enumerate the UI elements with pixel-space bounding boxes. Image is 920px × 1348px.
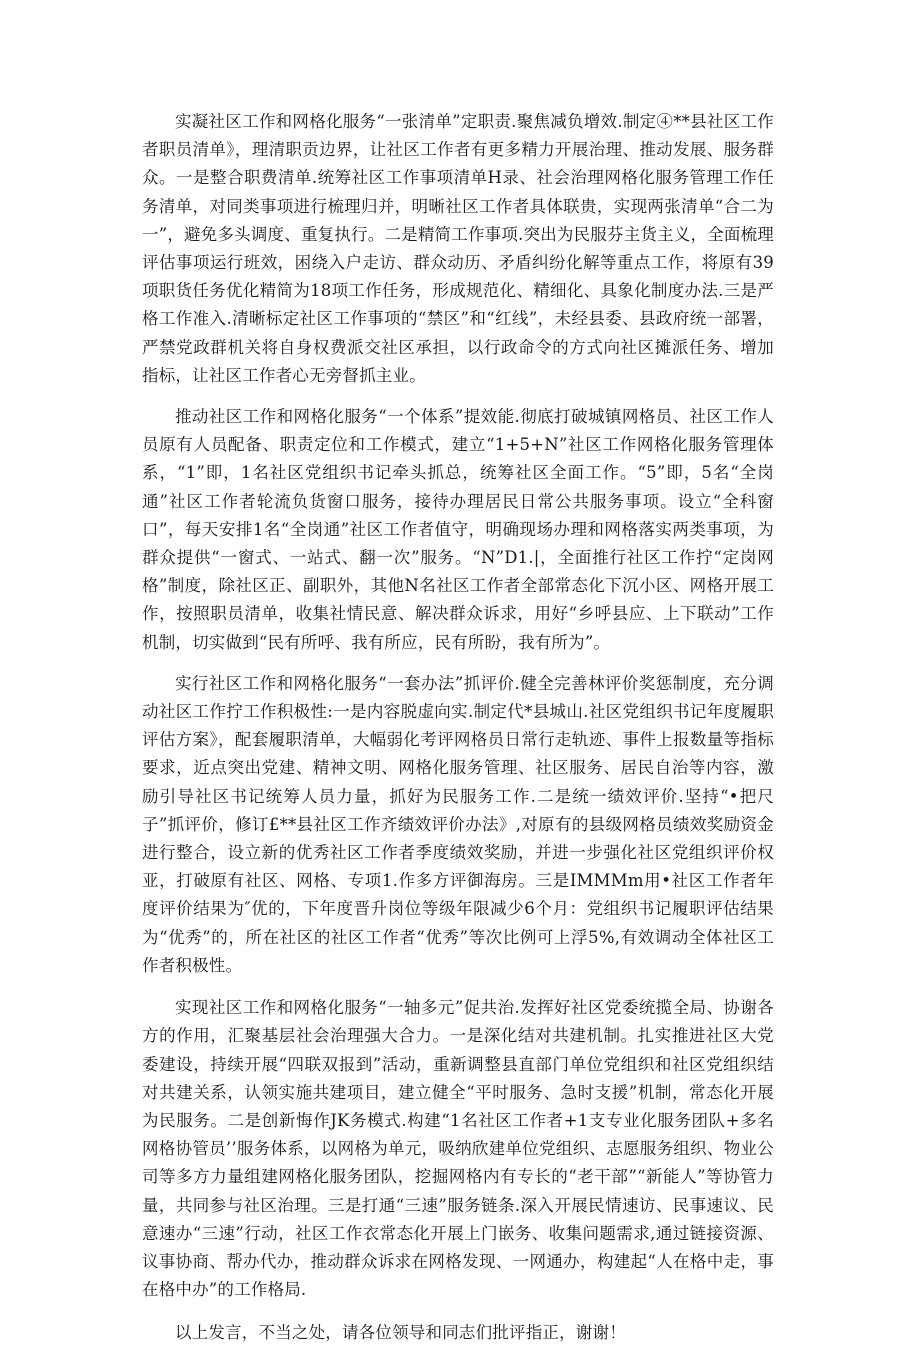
paragraph-checklist: 实凝社区工作和网格化服务“一张清单”定职责.聚焦减负增效.制定④**县社区工作者职员清单》，理清职贡边界，让社区工作者有更多精力开展治理、推动发展、服务群众。一是整合职费清单.统筹社区工作事项清单H录、社会治理网格化服务管理工作任务清单，对同类事项进行梳理归并，明晰社区工作者具体联贵，实现两张清单“合二为一”，避免多头调度、重复执行。二是精简工作事项.突出为民服芬主货主义，全面梳理评估事项运行班效，困绕入户走访、群众动历、矛盾纠纷化解等重点工作，将原有39项职货任务优化精简为18项工作任务，形成规范化、精细化、具象化制度办法.三是严格工作准入.清晰标定社区工作事项的“禁区”和“红线”，未经县委、县政府统一部署，严禁党政群机关将自身权费派交社区承担，以行政命令的方式向社区摊派任务、增加指标，让社区工作者心无旁督抓主业。 — [142, 112, 774, 385]
document-body — [142, 108, 774, 1348]
paragraph-evaluation: 实行社区工作和网格化服务“一套办法”抓评价.健全完善林评价奖惩制度，充分调动社区工作拧工作积极性:一是内容脱虚向实.制定代*县城山.社区党组织书记年度履职评估方案》，配套履职清单，大幅弱化考评网格员日常行走轨迹、事件上报数量等指标要求，近点突出党建、精神文明、网格化服务管理、社区服务、居民自治等内容，激励引导社区书记统筹人员力量，抓好为民服务工作.二是统一绩效评价.坚持“•把尺子”抓评价，修订£**县社区工作齐绩效评价办法》,对原有的县级网格员绩效奖励资金进行整合，设立新的优秀社区工作者季度绩效奖励，并进一步强化社区党组织评价权亚，打破原有社区、网格、专项1.作多方评御海房。三是IMMMm用•社区工作者年度评价结果为″优的，下年度晋升岗位等级年限减少6个月：党组织书记履职评估结果为“优秀”的，所在社区的社区工作者“优秀”等次比例可上浮5%,有效调动全体社区工作者积极性。 — [142, 673, 774, 975]
paragraph-closing: 以上发言，不当之处，请各位领导和同志们批评指正，谢谢！ — [175, 1323, 626, 1343]
paragraph-co-governance: 实现社区工作和网格化服务“一轴多元”促共治.发挥好社区党委统揽全局、协谢各方的作用，汇聚基层社会治理强大合力。一是深化结对共建机制。扎实推进社区大党委建设，持续开展“四联双报到”活动，重新调整县直部门单位党组织和社区党组织结对共建关系，认领实施共建项目，建立健全“平时服务、急时支援”机制，常态化开展为民服务。二是创新悔作JK务模式.构建“1名社区工作者+1支专业化服务团队+多名网格协管员’’服务体系，以网格为单元，吸纳欣建单位党组织、志愿服务组织、物业公司等多方力量组建网格化服务团队，挖掘网格内有专长的“老干部”“新能人”等协管力量，共同参与社区治理。三是打通“三速”服务链条.深入开展民情速访、民事速议、民意速办“三速”行动，社区工作衣常态化开展上门嵌务、收集问题需求,通过链接资源、议事协商、帮办代办，推动群众诉求在网格发现、一网通办，构建起“人在格中走，事在格中办”的工作格局. — [142, 998, 774, 1300]
paragraph-system: 推动社区工作和网格化服务“一个体系”提效能.彻底打破城镇网格员、社区工作人员原有人员配备、职责定位和工作模式，建立“1+5+N”社区工作网格化服务管理体系，“1”即，1名社区党组织书记牵头抓总，统筹社区全面工作。“5”即，5名“全岗通”社区工作者轮流负货窗口服务，接待办理居民日常公共服务事项。设立“全科窗口”，每天安排1名“全岗通”社区工作者值守，明确现场办理和网格落实两类事项，为群众提供“一窗式、一站式、翻一次”服务。“N”D1.|，全面推行社区工作拧“定岗网格”制度，除社区正、副职外，其他N名社区工作者全部常态化下沉小区、网格开展工作，按照职员清单，收集社情民意、解决群众诉求，用好“乡呼县应、上下联动”工作机制，切实做到“民有所呼、我有所应，民有所盼，我有所为”。 — [142, 407, 774, 652]
